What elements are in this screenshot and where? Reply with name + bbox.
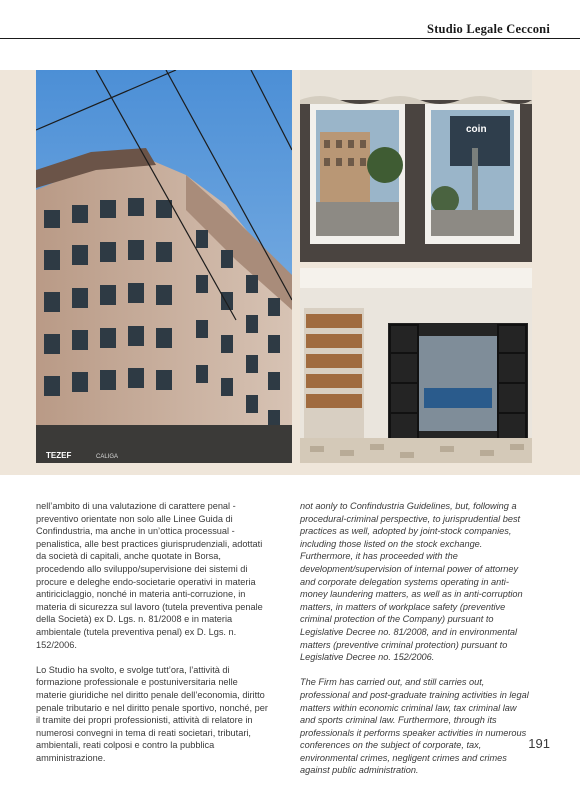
building-watermark: TEZEF — [46, 451, 72, 460]
italian-paragraph: nell’ambito di una valutazione di carattere penal - preventivo orientate non solo alle Linee Guida di Confindustria, ma anche in un’ottica processual - penalistica, alle best practices giurisprudenziali, adottati da società di capitali, anche quotate in Borsa, procedendo allo sviluppo/supervisione dei sistemi di procure e deleghe endo-societarie operativi in materia antiriciclaggio, nonché in materia anti-corruzione, in materia di sicurezza sul lavoro (tutela preventiva penale della Società) ex D. Lgs. n. 81/2008 e in materia ambientale (tutela preventiva penal) ex D. Lgs. n. 152/2006. — [36, 501, 263, 650]
italian-text-column — [36, 500, 268, 777]
english-paragraph: The Firm has carried out, and still carries out, professional and post-graduate training activities in legal matters within economic criminal law, tax criminal law and sports criminal law. Furthermore, through its professionals it performs speaker activities in numerous conferences on the subject of corporate, tax, environmental crimes, negligent crimes and crimes against public administration. — [300, 677, 529, 776]
header-title: Studio Legale Cecconi — [427, 22, 550, 36]
english-text-column — [300, 500, 532, 790]
window-view-photo — [300, 70, 532, 262]
header-rule — [0, 38, 580, 39]
english-paragraph: not aonly to Confindustria Guidelines, but, following a procedural-criminal perspective, to jurisprudential best practices as well, adopted by joint-stock companies, including those listed on the stock exchange. Furthermore, it has proceeded with the development/supervision of internal power of attorney and corporate delegation systems operating in anti-money laundering matters, as well as in anti-corruption matters, in matters of workplace safety (preventive criminal protection of the Company) pursuant to Legislative Decree no. 81/2008, and in environmental matters (preventive criminal protection) pursuant to Legislative Decree no. 152/2006. — [300, 501, 523, 663]
building-shop-sign: CALIGA — [96, 454, 119, 460]
page-number: 191 — [528, 736, 550, 751]
italian-paragraph: Lo Studio ha svolto, e svolge tutt’ora, l’attività di formazione professionale e postuniversitaria nelle materie giuridiche nel diritto penale dell’economia, diritto penale tributario e nel diritto penale sportivo, nonché, per il tramite dei propri professionisti, attività di relatore in numerosi convegni in tema di reati societari, tributari, ambientali, reati colposi e contro la pubblica amministrazione. — [36, 664, 268, 763]
coin-sign: coin — [466, 124, 487, 135]
building-photo — [36, 70, 292, 463]
office-interior-photo — [300, 268, 532, 463]
